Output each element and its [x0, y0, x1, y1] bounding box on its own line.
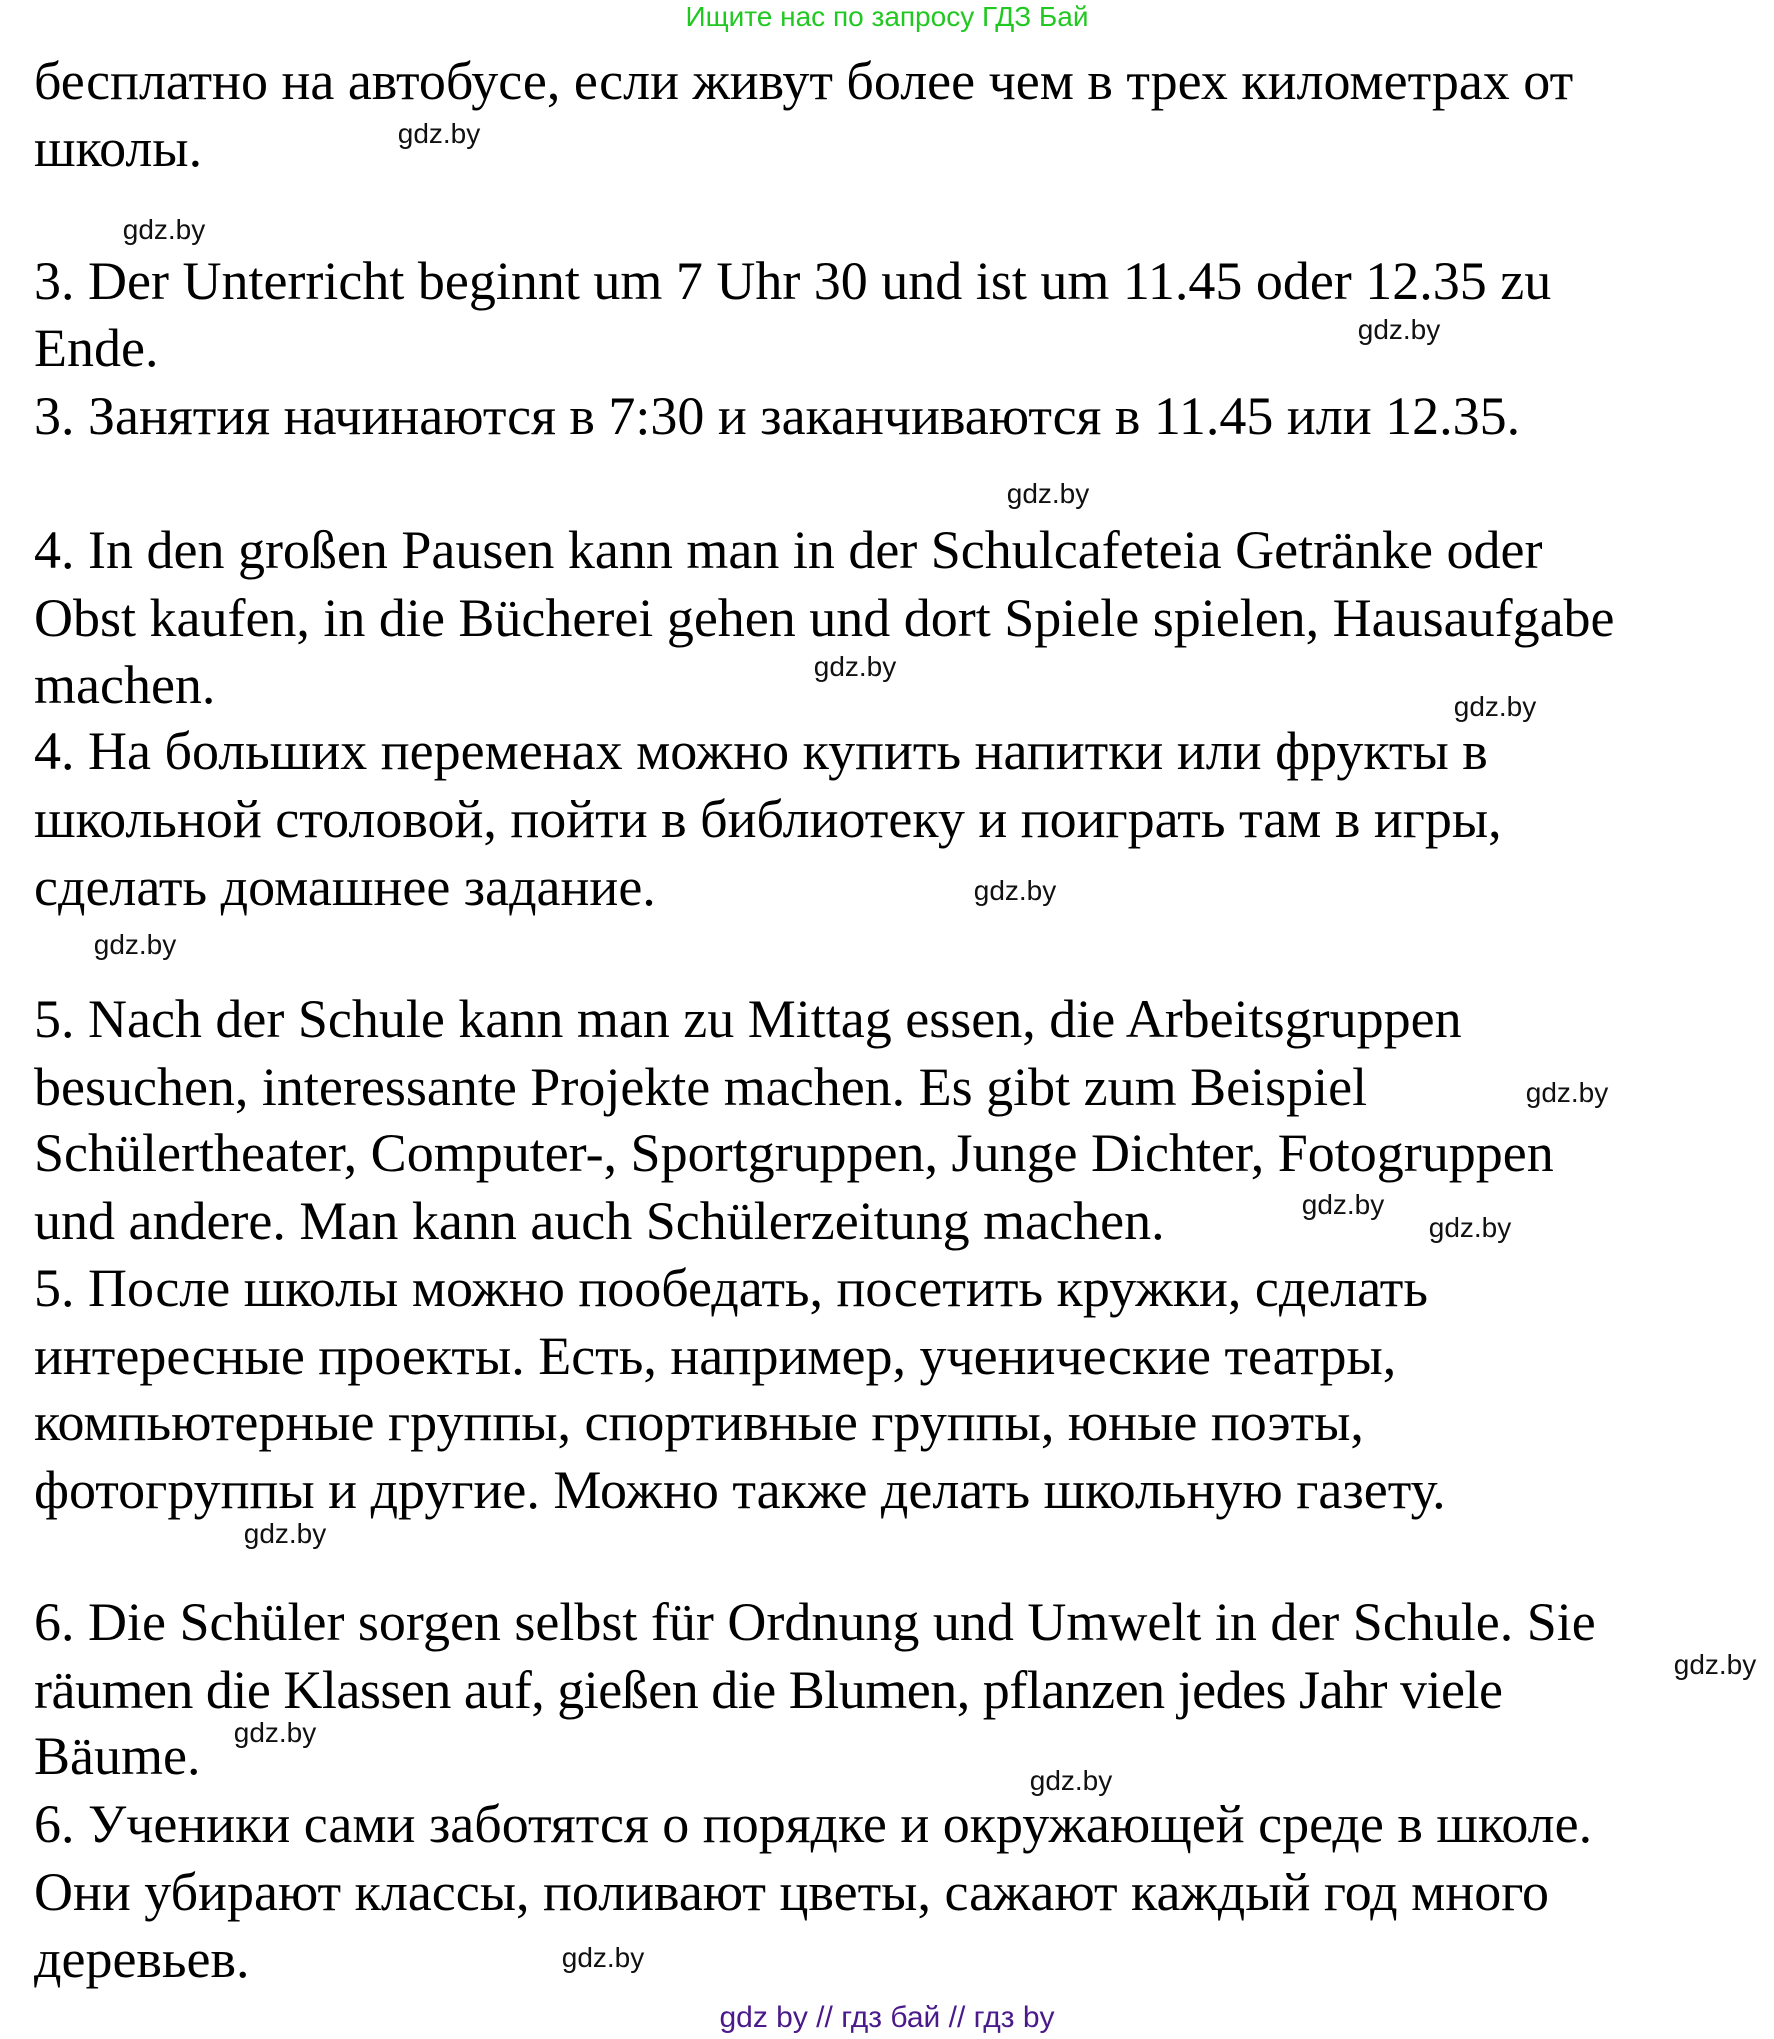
text-line: 3. Der Unterricht beginnt um 7 Uhr 30 und ist um 11.45 oder 12.35 zu — [34, 251, 1552, 311]
text-line: Schülertheater, Computer-, Sportgruppen, Junge Dichter, Fotogruppen — [34, 1123, 1554, 1183]
text-line: besuchen, interessante Projekte machen. Es gibt zum Beispiel — [34, 1057, 1368, 1117]
text-line: школы. — [34, 118, 203, 178]
text-line: Они убирают классы, поливают цветы, сажают каждый год много — [34, 1862, 1550, 1922]
watermark: gdz.by — [1357, 314, 1441, 345]
text-line: интересные проекты. Есть, например, ученические театры, — [34, 1326, 1397, 1386]
text-line: 6. Ученики сами заботятся о порядке и окружающей среде в школе. — [34, 1794, 1593, 1854]
watermark: gdz.by — [973, 875, 1057, 906]
watermark: gdz.by — [1673, 1649, 1757, 1680]
text-line: Obst kaufen, in die Bücherei gehen und dort Spiele spielen, Hausaufgabe — [34, 588, 1615, 648]
text-line: 3. Занятия начинаются в 7:30 и заканчиваются в 11.45 или 12.35. — [34, 386, 1521, 446]
watermark: gdz.by — [561, 1942, 645, 1973]
footer-links: gdz by // гдз бай // гдз by — [719, 2001, 1055, 2034]
text-line: сделать домашнее задание. — [34, 857, 656, 917]
text-line: räumen die Klassen auf, gießen die Blumen, pflanzen jedes Jahr viele — [34, 1660, 1503, 1720]
watermark: gdz.by — [1428, 1212, 1512, 1243]
watermark: gdz.by — [1029, 1765, 1113, 1796]
watermark: gdz.by — [233, 1717, 317, 1748]
text-line: machen. — [34, 655, 216, 715]
text-line: бесплатно на автобусе, если живут более чем в трех километрах от — [34, 51, 1574, 111]
text-line: 4. In den großen Pausen kann man in der Schulcafeteia Getränke oder — [34, 520, 1543, 580]
text-line: Bäume. — [34, 1726, 201, 1786]
watermark: gdz.by — [243, 1518, 327, 1549]
text-line: школьной столовой, пойти в библиотеку и поиграть там в игры, — [34, 789, 1502, 849]
text-line: Ende. — [34, 318, 159, 378]
text-line: und andere. Man kann auch Schülerzeitung machen. — [34, 1191, 1165, 1251]
watermark: gdz.by — [1006, 478, 1090, 509]
watermark: gdz.by — [1525, 1077, 1609, 1108]
watermark: gdz.by — [1301, 1189, 1385, 1220]
text-line: компьютерные группы, спортивные группы, юные поэты, — [34, 1392, 1364, 1452]
text-line: 5. Nach der Schule kann man zu Mittag essen, die Arbeitsgruppen — [34, 989, 1462, 1049]
watermark: gdz.by — [122, 214, 206, 245]
text-line: 6. Die Schüler sorgen selbst für Ordnung und Umwelt in der Schule. Sie — [34, 1592, 1596, 1652]
text-line: деревьев. — [34, 1929, 250, 1989]
search-hint-banner: Ищите нас по запросу ГДЗ Бай — [685, 1, 1089, 32]
watermark: gdz.by — [1453, 691, 1537, 722]
text-line: 5. После школы можно пообедать, посетить кружки, сделать — [34, 1258, 1429, 1318]
watermark: gdz.by — [93, 929, 177, 960]
watermark: gdz.by — [397, 118, 481, 149]
watermark: gdz.by — [813, 651, 897, 682]
text-line: 4. На больших переменах можно купить напитки или фрукты в — [34, 721, 1488, 781]
text-line: фотогруппы и другие. Можно также делать школьную газету. — [34, 1460, 1446, 1520]
